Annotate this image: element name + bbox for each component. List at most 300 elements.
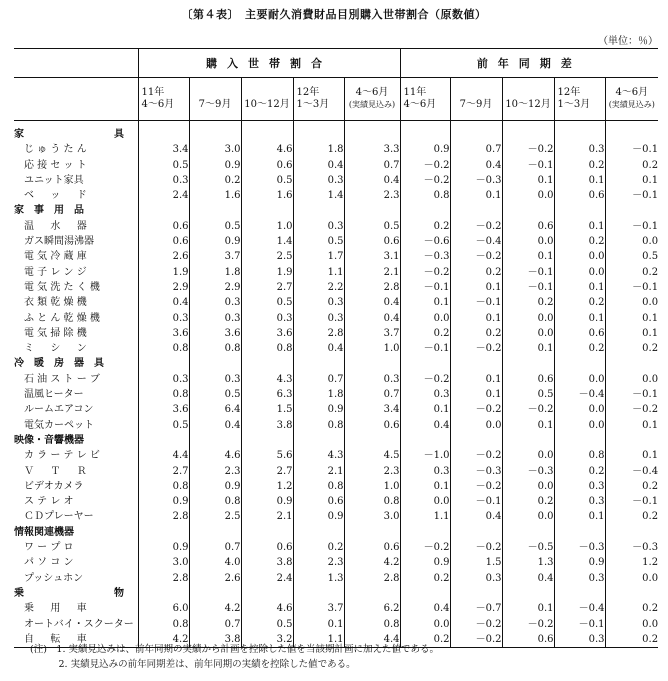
table-title: 〔第４表〕 主要耐久消費財品目別購入世帯割合（原数値） <box>181 8 487 21</box>
yoy-diff-cell: 0.0 <box>605 234 658 249</box>
purchase-rate-cell: 1.0 <box>344 341 400 356</box>
purchase-rate-cell <box>344 203 400 218</box>
yoy-diff-cell: －0.2 <box>450 540 502 555</box>
purchase-rate-cell: 2.8 <box>344 571 400 586</box>
yoy-diff-cell: 0.0 <box>502 188 554 203</box>
category-row <box>14 586 658 601</box>
yoy-diff-cell: 0.3 <box>450 571 502 586</box>
item-name: パ ソ コ ン <box>14 557 74 569</box>
yoy-diff-cell: 0.0 <box>400 494 450 509</box>
purchase-rate-cell: 2.3 <box>189 464 241 479</box>
yoy-diff-cell <box>605 356 658 371</box>
yoy-diff-cell: －0.2 <box>450 341 502 356</box>
yoy-diff-cell: 0.2 <box>400 632 450 648</box>
yoy-diff-cell: 0.0 <box>502 311 554 326</box>
yoy-diff-cell: －0.1 <box>400 280 450 295</box>
yoy-diff-cell: 0.5 <box>502 387 554 402</box>
yoy-diff-cell: 0.2 <box>400 326 450 341</box>
yoy-diff-cell: －0.2 <box>400 372 450 387</box>
yoy-diff-cell: 0.1 <box>450 311 502 326</box>
purchase-rate-cell: 0.8 <box>138 387 189 402</box>
category-label: 冷 暖 房 器 具 <box>14 358 104 370</box>
yoy-diff-cell: 0.1 <box>554 509 605 524</box>
yoy-diff-cell <box>400 356 450 371</box>
yoy-diff-cell: 0.3 <box>554 142 605 157</box>
period-header-line2: 1～3月 <box>557 99 591 110</box>
category-row <box>14 525 658 540</box>
purchase-rate-cell: 1.4 <box>293 188 344 203</box>
purchase-rate-cell: 0.8 <box>344 617 400 632</box>
purchase-rate-cell: 0.6 <box>138 234 189 249</box>
yoy-diff-cell <box>450 203 502 218</box>
yoy-diff-cell: 0.1 <box>502 249 554 264</box>
purchase-rate-cell <box>189 586 241 601</box>
purchase-rate-cell: 0.5 <box>293 234 344 249</box>
period-header-line2: 4～6月 <box>141 99 175 110</box>
purchase-rate-cell: 0.3 <box>293 295 344 310</box>
yoy-diff-cell: －0.2 <box>502 402 554 417</box>
period-header <box>293 78 344 121</box>
yoy-diff-cell: 0.1 <box>400 402 450 417</box>
category-label: 映像・音響機器 <box>14 434 84 446</box>
yoy-diff-cell: 0.1 <box>605 418 658 433</box>
yoy-diff-cell: －0.1 <box>605 387 658 402</box>
yoy-diff-cell: 0.3 <box>554 571 605 586</box>
yoy-diff-cell: 0.1 <box>554 280 605 295</box>
purchase-rate-cell: 6.3 <box>241 387 293 402</box>
note-2 <box>30 657 439 672</box>
purchase-rate-cell: 0.8 <box>138 617 189 632</box>
yoy-diff-cell: 1.2 <box>605 555 658 570</box>
yoy-diff-cell: 0.6 <box>554 188 605 203</box>
purchase-rate-cell: 0.9 <box>293 509 344 524</box>
purchase-rate-cell: 2.6 <box>138 249 189 264</box>
purchase-rate-cell: 2.2 <box>293 280 344 295</box>
purchase-rate-cell: 0.3 <box>293 219 344 234</box>
purchase-rate-cell: 0.4 <box>293 341 344 356</box>
yoy-diff-cell: 0.2 <box>605 265 658 280</box>
item-name: ベ ッ ド <box>14 190 87 202</box>
yoy-diff-cell: －0.1 <box>502 158 554 173</box>
yoy-diff-cell: 0.9 <box>400 142 450 157</box>
note-2-text: 実績見込みの前年同期差は、前年同期の実績を控除した値である。 <box>70 659 356 670</box>
yoy-diff-cell: －0.4 <box>450 234 502 249</box>
yoy-diff-cell: 0.3 <box>400 387 450 402</box>
yoy-diff-cell: 0.1 <box>605 448 658 463</box>
yoy-diff-cell: 0.0 <box>400 617 450 632</box>
yoy-diff-cell: －0.1 <box>400 341 450 356</box>
purchase-rate-cell: 3.0 <box>189 142 241 157</box>
purchase-rate-cell: 4.4 <box>138 448 189 463</box>
yoy-diff-cell <box>502 127 554 142</box>
purchase-rate-cell: 0.4 <box>344 311 400 326</box>
purchase-rate-cell: 0.7 <box>293 372 344 387</box>
purchase-rate-cell: 3.4 <box>344 402 400 417</box>
yoy-diff-cell: 0.6 <box>502 372 554 387</box>
yoy-diff-cell: 0.2 <box>554 341 605 356</box>
purchase-rate-cell: 0.5 <box>189 387 241 402</box>
period-header-line1: 11年 <box>403 87 427 98</box>
yoy-diff-cell: －0.2 <box>450 249 502 264</box>
period-header-line1: 12年 <box>557 87 581 98</box>
table-row <box>14 234 658 249</box>
item-name: 電 気 洗 た く 機 <box>14 281 100 293</box>
period-header-line2: 10～12月 <box>244 99 290 110</box>
yoy-diff-cell <box>400 203 450 218</box>
purchase-rate-cell <box>241 586 293 601</box>
purchase-rate-cell: 2.3 <box>344 188 400 203</box>
yoy-diff-cell: －0.1 <box>554 617 605 632</box>
period-header-line1: 4～6月 <box>615 87 649 98</box>
item-name: プッシュホン <box>14 572 84 584</box>
purchase-rate-cell: 3.8 <box>189 632 241 648</box>
purchase-rate-cell: 0.3 <box>344 372 400 387</box>
yoy-diff-cell: －0.2 <box>502 617 554 632</box>
purchase-rate-cell: 0.5 <box>241 295 293 310</box>
purchase-rate-cell <box>293 586 344 601</box>
yoy-diff-cell: 0.0 <box>502 448 554 463</box>
purchase-rate-cell: 2.3 <box>344 464 400 479</box>
purchase-rate-cell: 1.8 <box>293 387 344 402</box>
yoy-diff-cell <box>605 127 658 142</box>
category-row <box>14 356 658 371</box>
yoy-diff-cell: －0.1 <box>605 188 658 203</box>
category-label: 家 具 <box>14 129 124 140</box>
yoy-diff-cell: －0.6 <box>400 234 450 249</box>
purchase-rate-cell: 0.9 <box>189 479 241 494</box>
yoy-diff-cell: 0.5 <box>605 249 658 264</box>
period-header <box>400 78 450 121</box>
yoy-diff-cell: －0.3 <box>605 540 658 555</box>
yoy-diff-cell: －0.2 <box>450 632 502 648</box>
purchase-rate-cell: 2.4 <box>138 188 189 203</box>
yoy-diff-cell <box>450 356 502 371</box>
table-row <box>14 219 658 234</box>
purchase-rate-cell: 1.1 <box>293 632 344 648</box>
category-row <box>14 127 658 142</box>
table-body <box>14 121 658 648</box>
item-name: Ｖ Ｔ Ｒ <box>14 465 87 477</box>
period-header-line1 <box>242 87 293 99</box>
purchase-rate-cell: 3.0 <box>138 555 189 570</box>
purchase-rate-cell: 0.9 <box>189 234 241 249</box>
purchase-rate-cell: 4.5 <box>344 448 400 463</box>
yoy-diff-cell: 0.4 <box>400 418 450 433</box>
yoy-diff-cell: －0.1 <box>450 494 502 509</box>
purchase-rate-cell: 6.0 <box>138 601 189 616</box>
purchase-rate-cell: 0.6 <box>241 540 293 555</box>
yoy-diff-cell: 0.2 <box>554 234 605 249</box>
yoy-diff-cell: 0.2 <box>605 632 658 648</box>
purchase-rate-cell: 2.8 <box>293 326 344 341</box>
purchase-rate-cell <box>138 203 189 218</box>
yoy-diff-cell: 0.2 <box>605 341 658 356</box>
item-name: 温風ヒーター <box>14 389 84 401</box>
yoy-diff-cell: 0.2 <box>400 219 450 234</box>
yoy-diff-cell: 0.9 <box>554 555 605 570</box>
note-2-label: 2. <box>30 659 68 670</box>
table-row <box>14 173 658 188</box>
yoy-diff-cell: －0.3 <box>450 173 502 188</box>
purchase-rate-cell: 4.6 <box>241 142 293 157</box>
yoy-diff-cell: 0.0 <box>554 265 605 280</box>
period-header <box>450 78 502 121</box>
yoy-diff-cell: 0.2 <box>554 464 605 479</box>
durable-goods-table <box>14 48 658 648</box>
item-name: ス テ レ オ <box>14 496 74 508</box>
purchase-rate-cell: 3.8 <box>241 555 293 570</box>
purchase-rate-cell <box>293 203 344 218</box>
period-header-line2: (実績見込み) <box>608 100 655 109</box>
table-row <box>14 464 658 479</box>
table-row <box>14 540 658 555</box>
period-header-line1: 12年 <box>296 87 320 98</box>
period-header <box>605 78 658 121</box>
period-header-line2: 10～12月 <box>505 99 551 110</box>
item-name: ミ シ ン <box>14 343 87 355</box>
period-header-line2: 4～6月 <box>403 99 437 110</box>
item-name: ワ ー プ ロ <box>14 542 74 554</box>
purchase-rate-cell: 0.9 <box>138 494 189 509</box>
purchase-rate-cell: 3.1 <box>344 249 400 264</box>
yoy-diff-cell: －0.4 <box>554 601 605 616</box>
item-name: ガス瞬間湯沸器 <box>14 236 94 248</box>
purchase-rate-cell: 1.0 <box>344 479 400 494</box>
table-row <box>14 479 658 494</box>
table-row <box>14 311 658 326</box>
purchase-rate-cell: 0.4 <box>344 173 400 188</box>
yoy-diff-cell: 0.1 <box>605 311 658 326</box>
purchase-rate-cell: 0.8 <box>293 418 344 433</box>
category-label: 乗 物 <box>14 587 124 599</box>
table-row <box>14 188 658 203</box>
period-header-line2: 1～3月 <box>296 99 330 110</box>
yoy-diff-cell: 0.0 <box>502 509 554 524</box>
yoy-diff-cell <box>605 586 658 601</box>
item-name: ふ と ん 乾 燥 機 <box>14 312 100 324</box>
period-header <box>189 78 241 121</box>
yoy-diff-cell: 0.0 <box>450 418 502 433</box>
table-row <box>14 280 658 295</box>
yoy-diff-cell <box>502 525 554 540</box>
purchase-rate-cell: 2.7 <box>241 464 293 479</box>
purchase-rate-cell: 0.3 <box>138 173 189 188</box>
yoy-diff-cell: 0.3 <box>400 464 450 479</box>
yoy-diff-cell <box>400 586 450 601</box>
purchase-rate-cell: 1.8 <box>189 265 241 280</box>
yoy-diff-cell <box>554 525 605 540</box>
purchase-rate-cell <box>344 356 400 371</box>
yoy-diff-cell: 0.0 <box>400 311 450 326</box>
purchase-rate-cell: 3.8 <box>241 418 293 433</box>
period-header-line2: 7～9月 <box>198 99 232 110</box>
purchase-rate-cell: 1.4 <box>241 234 293 249</box>
purchase-rate-cell: 2.8 <box>138 509 189 524</box>
yoy-diff-cell: 0.1 <box>502 418 554 433</box>
purchase-rate-cell: 1.6 <box>189 188 241 203</box>
purchase-rate-cell <box>189 127 241 142</box>
yoy-diff-cell: 0.1 <box>554 219 605 234</box>
table-row <box>14 571 658 586</box>
table-row <box>14 372 658 387</box>
period-header <box>554 78 605 121</box>
purchase-rate-cell: 1.6 <box>241 188 293 203</box>
item-name: じ ゅ う た ん <box>14 144 87 156</box>
purchase-rate-cell: 3.3 <box>344 142 400 157</box>
period-header <box>502 78 554 121</box>
yoy-diff-cell: 0.0 <box>502 326 554 341</box>
purchase-rate-cell: 1.9 <box>241 265 293 280</box>
purchase-rate-cell: 0.4 <box>138 295 189 310</box>
item-name: ビデオカメラ <box>14 480 84 492</box>
purchase-rate-cell: 0.6 <box>344 234 400 249</box>
purchase-rate-cell: 0.5 <box>344 219 400 234</box>
yoy-diff-cell <box>502 586 554 601</box>
table-row <box>14 402 658 417</box>
period-header-line1 <box>503 87 554 99</box>
purchase-rate-cell: 2.7 <box>241 280 293 295</box>
purchase-rate-cell: 0.7 <box>344 158 400 173</box>
purchase-rate-cell: 3.4 <box>138 142 189 157</box>
yoy-diff-cell: －0.2 <box>450 617 502 632</box>
yoy-diff-cell: －0.1 <box>502 280 554 295</box>
purchase-rate-cell <box>241 433 293 448</box>
yoy-diff-cell: 0.4 <box>400 601 450 616</box>
yoy-diff-cell <box>605 203 658 218</box>
purchase-rate-cell: 0.8 <box>241 341 293 356</box>
yoy-diff-cell <box>400 433 450 448</box>
yoy-diff-cell: 0.2 <box>502 494 554 509</box>
table-row <box>14 265 658 280</box>
period-header-row <box>14 78 658 121</box>
purchase-rate-cell <box>241 203 293 218</box>
yoy-diff-cell: 0.2 <box>605 158 658 173</box>
purchase-rate-cell: 0.2 <box>293 540 344 555</box>
period-header-line1: 11年 <box>141 87 165 98</box>
purchase-rate-cell: 0.9 <box>138 540 189 555</box>
item-name: 衣 類 乾 燥 機 <box>14 297 87 309</box>
yoy-diff-cell <box>400 127 450 142</box>
yoy-diff-cell: －0.2 <box>450 448 502 463</box>
yoy-diff-cell: －0.3 <box>502 464 554 479</box>
purchase-rate-cell: 0.7 <box>189 540 241 555</box>
purchase-rate-cell: 0.6 <box>293 494 344 509</box>
yoy-diff-cell: －0.4 <box>605 464 658 479</box>
yoy-diff-cell: －0.3 <box>400 249 450 264</box>
yoy-diff-cell <box>554 356 605 371</box>
yoy-diff-cell: －0.2 <box>450 402 502 417</box>
purchase-rate-cell: 0.3 <box>293 173 344 188</box>
yoy-diff-cell: 0.7 <box>450 142 502 157</box>
yoy-diff-cell: －0.2 <box>400 173 450 188</box>
purchase-rate-cell <box>293 127 344 142</box>
purchase-rate-cell: 5.6 <box>241 448 293 463</box>
purchase-rate-cell: 4.3 <box>241 372 293 387</box>
purchase-rate-cell: 6.4 <box>189 402 241 417</box>
yoy-diff-cell <box>502 433 554 448</box>
yoy-diff-cell: 0.1 <box>400 295 450 310</box>
notes <box>30 642 439 672</box>
purchase-rate-cell <box>189 203 241 218</box>
yoy-diff-cell <box>450 525 502 540</box>
yoy-diff-cell <box>554 586 605 601</box>
yoy-diff-cell <box>502 356 554 371</box>
yoy-diff-cell: －0.7 <box>450 601 502 616</box>
yoy-diff-cell: 0.6 <box>502 632 554 648</box>
purchase-rate-cell: 0.4 <box>293 158 344 173</box>
purchase-rate-cell: 1.7 <box>293 249 344 264</box>
purchase-rate-cell: 4.3 <box>293 448 344 463</box>
yoy-diff-cell: 0.1 <box>450 188 502 203</box>
yoy-diff-cell: －0.1 <box>450 295 502 310</box>
category-row <box>14 203 658 218</box>
yoy-diff-cell: 0.0 <box>554 418 605 433</box>
purchase-rate-cell: 1.0 <box>241 219 293 234</box>
purchase-rate-cell: 0.8 <box>138 341 189 356</box>
purchase-rate-cell: 0.9 <box>189 158 241 173</box>
yoy-diff-cell: 0.0 <box>502 234 554 249</box>
yoy-diff-cell: 0.4 <box>450 158 502 173</box>
item-name: 自 転 車 <box>14 632 138 648</box>
purchase-rate-cell <box>293 433 344 448</box>
table-row <box>14 387 658 402</box>
yoy-diff-cell: 0.3 <box>554 479 605 494</box>
purchase-rate-cell: 1.9 <box>138 265 189 280</box>
yoy-diff-cell: 0.0 <box>554 249 605 264</box>
purchase-rate-cell: 4.2 <box>344 555 400 570</box>
purchase-rate-cell <box>138 356 189 371</box>
yoy-diff-cell: 0.0 <box>605 372 658 387</box>
purchase-rate-cell: 1.3 <box>293 571 344 586</box>
purchase-rate-cell: 0.7 <box>189 617 241 632</box>
yoy-diff-cell: －0.2 <box>400 158 450 173</box>
purchase-rate-cell: 6.2 <box>344 601 400 616</box>
group-header-purchase-rate: 購入世帯割合 <box>138 49 400 78</box>
purchase-rate-cell: 2.5 <box>189 509 241 524</box>
table-row <box>14 448 658 463</box>
table-row <box>14 555 658 570</box>
purchase-rate-cell: 2.5 <box>241 249 293 264</box>
item-name: 石 油 ス ト ー ブ <box>14 373 100 385</box>
yoy-diff-cell: －0.1 <box>605 280 658 295</box>
yoy-diff-cell: 0.2 <box>605 601 658 616</box>
table-row <box>14 341 658 356</box>
purchase-rate-cell: 0.9 <box>293 402 344 417</box>
table-row <box>14 326 658 341</box>
purchase-rate-cell: 4.2 <box>138 632 189 648</box>
purchase-rate-cell: 0.4 <box>344 295 400 310</box>
purchase-rate-cell: 4.4 <box>344 632 400 648</box>
purchase-rate-cell <box>138 433 189 448</box>
yoy-diff-cell: 0.1 <box>450 372 502 387</box>
yoy-diff-cell: 0.0 <box>605 295 658 310</box>
purchase-rate-cell: 0.2 <box>189 173 241 188</box>
purchase-rate-cell <box>344 433 400 448</box>
purchase-rate-cell: 1.8 <box>293 142 344 157</box>
purchase-rate-cell: 2.6 <box>189 571 241 586</box>
purchase-rate-cell <box>241 356 293 371</box>
purchase-rate-cell: 4.6 <box>189 448 241 463</box>
yoy-diff-cell: 0.1 <box>400 479 450 494</box>
purchase-rate-cell: 3.6 <box>189 326 241 341</box>
purchase-rate-cell: 0.5 <box>241 173 293 188</box>
purchase-rate-cell <box>241 127 293 142</box>
yoy-diff-cell: 0.0 <box>554 372 605 387</box>
yoy-diff-cell: 0.0 <box>605 617 658 632</box>
note-1-text: 実績見込みは、前年同期の実績から計画を控除した値を当該期計画に加えた値である。 <box>68 644 440 655</box>
purchase-rate-cell: 2.3 <box>293 555 344 570</box>
purchase-rate-cell: 0.4 <box>189 418 241 433</box>
